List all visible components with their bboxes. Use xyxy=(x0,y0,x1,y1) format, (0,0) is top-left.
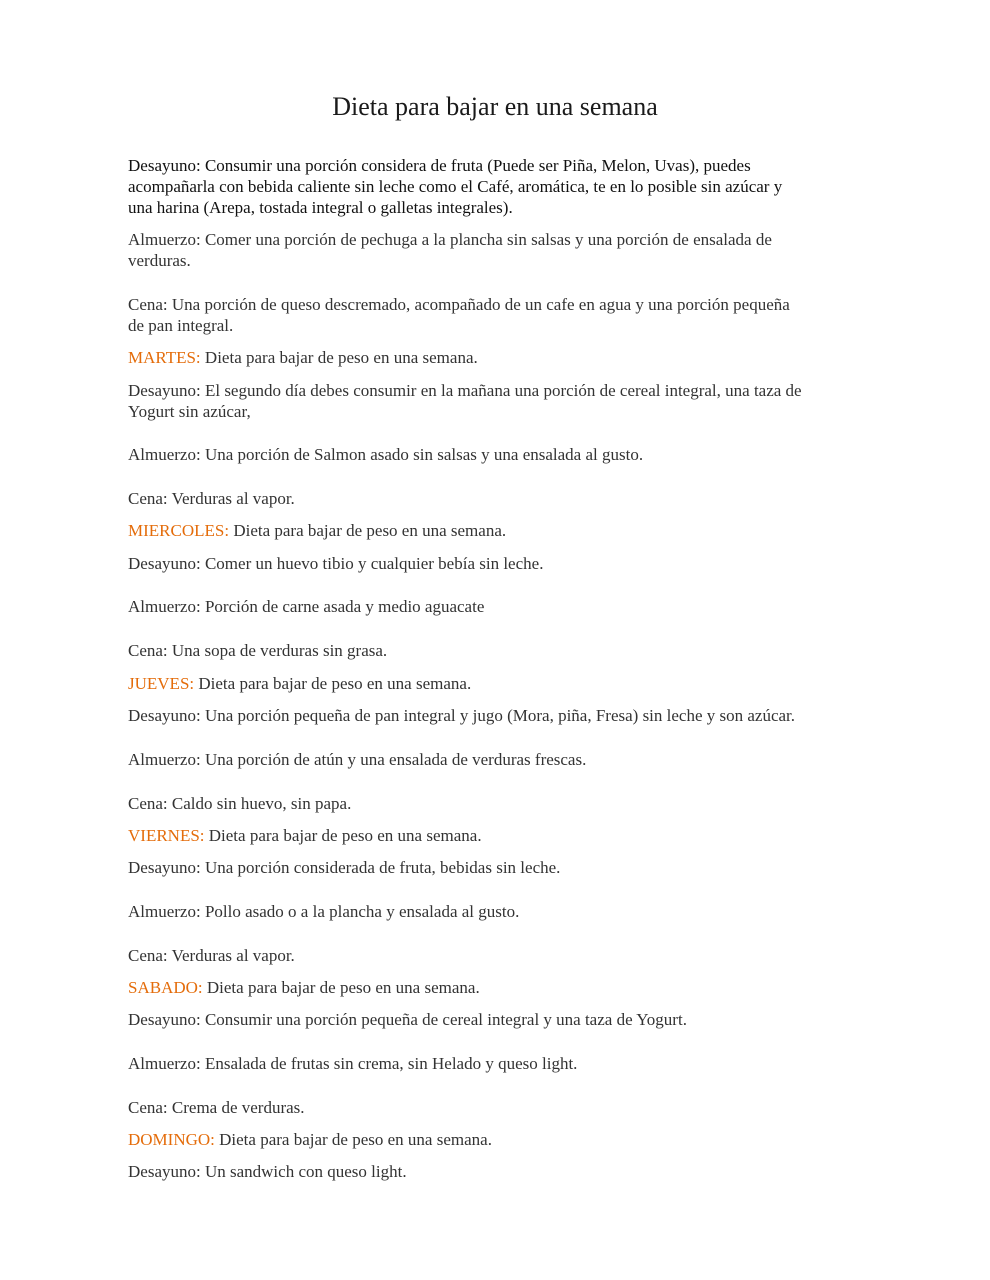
day-label: JUEVES: xyxy=(128,674,195,693)
paragraph-line: Yogurt sin azúcar, xyxy=(128,402,251,421)
paragraph-line: Desayuno: Consumir una porción pequeña de cereal integral y una taza de Yogurt. xyxy=(128,1010,687,1029)
paragraph-line: verduras. xyxy=(128,251,191,270)
day-heading-text: Dieta para bajar de peso en una semana. xyxy=(202,978,480,997)
day-heading-text: Dieta para bajar de peso en una semana. xyxy=(200,348,478,367)
day-label: SABADO: xyxy=(128,978,203,997)
day-heading-text: Dieta para bajar de peso en una semana. xyxy=(194,674,472,693)
paragraph-line: Almuerzo: Pollo asado o a la plancha y ensalada al gusto. xyxy=(128,902,520,921)
paragraph-line: Almuerzo: Una porción de atún y una ensalada de verduras frescas. xyxy=(128,750,587,769)
paragraph-line: Cena: Una porción de queso descremado, acompañado de un cafe en agua y una porción pequeña xyxy=(128,295,790,314)
paragraph xyxy=(128,749,888,770)
paragraph-line: Cena: Caldo sin huevo, sin papa. xyxy=(128,794,352,813)
paragraph xyxy=(128,857,888,878)
paragraph-line: Desayuno: Consumir una porción considera de fruta (Puede ser Piña, Melon, Uvas), puedes xyxy=(128,156,751,175)
day-label: MIERCOLES: xyxy=(128,521,230,540)
paragraph xyxy=(128,1161,888,1182)
paragraph xyxy=(128,1053,888,1074)
day-heading-text: Dieta para bajar de peso en una semana. xyxy=(204,826,482,845)
paragraph xyxy=(128,793,888,814)
day-label: DOMINGO: xyxy=(128,1130,215,1149)
paragraph-line: Desayuno: Un sandwich con queso light. xyxy=(128,1162,407,1181)
day-label: VIERNES: xyxy=(128,826,205,845)
day-heading-text: Dieta para bajar de peso en una semana. xyxy=(214,1130,492,1149)
day-heading-text: Dieta para bajar de peso en una semana. xyxy=(229,521,507,540)
paragraph-line: Cena: Una sopa de verduras sin grasa. xyxy=(128,641,388,660)
paragraph xyxy=(128,380,888,422)
paragraph-line: Cena: Verduras al vapor. xyxy=(128,489,295,508)
paragraph-line: una harina (Arepa, tostada integral o galletas integrales). xyxy=(128,198,513,217)
paragraph-line: Almuerzo: Porción de carne asada y medio aguacate xyxy=(128,597,485,616)
paragraph xyxy=(128,294,888,336)
paragraph xyxy=(128,1097,888,1118)
paragraph-line: Almuerzo: Ensalada de frutas sin crema, sin Helado y queso light. xyxy=(128,1054,578,1073)
paragraph xyxy=(128,596,888,617)
paragraph-line: Cena: Verduras al vapor. xyxy=(128,946,295,965)
paragraph-line: Desayuno: Comer un huevo tibio y cualquier bebía sin leche. xyxy=(128,554,544,573)
day-heading xyxy=(128,347,888,368)
paragraph xyxy=(128,553,888,574)
paragraph xyxy=(128,945,888,966)
day-heading xyxy=(128,673,888,694)
day-heading xyxy=(128,977,888,998)
paragraph-line: Desayuno: Una porción considerada de fruta, bebidas sin leche. xyxy=(128,858,561,877)
paragraph-line: Desayuno: El segundo día debes consumir en la mañana una porción de cereal integral, una taza de xyxy=(128,381,802,400)
paragraph-line: de pan integral. xyxy=(128,316,234,335)
paragraph-line: Desayuno: Una porción pequeña de pan integral y jugo (Mora, piña, Fresa) sin leche y son azúcar. xyxy=(128,706,796,725)
day-label: MARTES: xyxy=(128,348,201,367)
paragraph-line: Cena: Crema de verduras. xyxy=(128,1098,305,1117)
paragraph xyxy=(128,705,888,726)
day-heading xyxy=(128,1129,888,1150)
document-title: Dieta para bajar en una semana xyxy=(332,92,658,121)
paragraph xyxy=(128,640,888,661)
day-heading xyxy=(128,825,888,846)
paragraph xyxy=(128,444,888,465)
paragraph xyxy=(128,901,888,922)
paragraph xyxy=(128,155,888,218)
paragraph xyxy=(128,488,888,509)
paragraph xyxy=(128,229,888,271)
paragraph xyxy=(128,1009,888,1030)
day-heading xyxy=(128,520,888,541)
paragraph-line: acompañarla con bebida caliente sin leche como el Café, aromática, te en lo posible sin azúcar y xyxy=(128,177,783,196)
paragraph-line: Almuerzo: Una porción de Salmon asado sin salsas y una ensalada al gusto. xyxy=(128,445,644,464)
paragraph-line: Almuerzo: Comer una porción de pechuga a la plancha sin salsas y una porción de ensalada de xyxy=(128,230,772,249)
